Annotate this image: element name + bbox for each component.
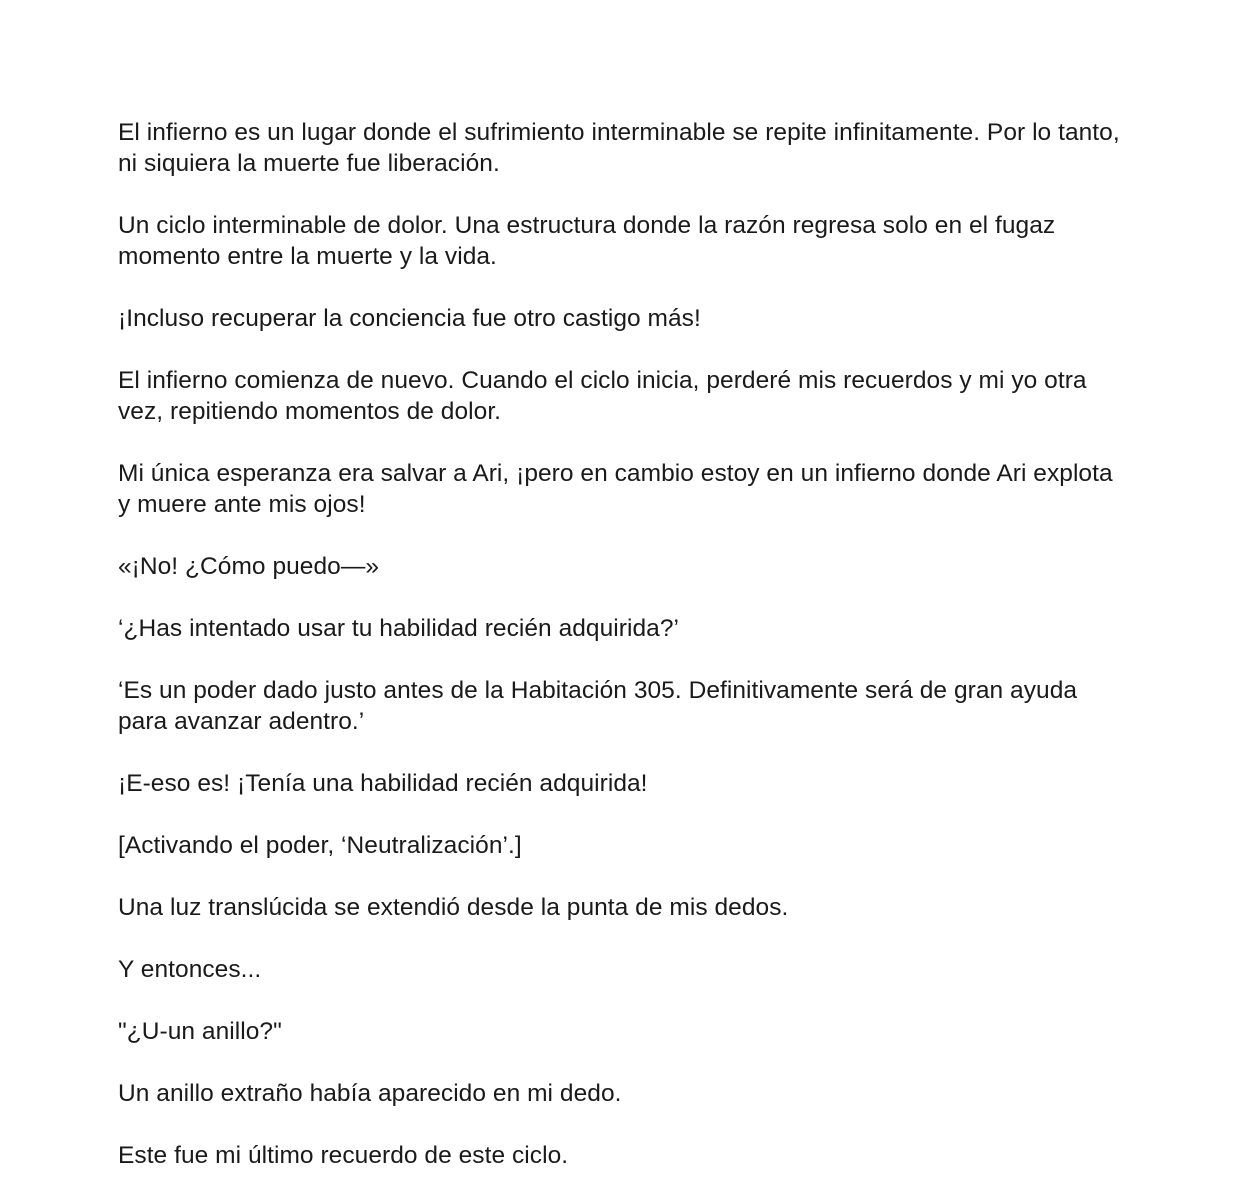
paragraph: Una luz translúcida se extendió desde la punta de mis dedos.: [118, 894, 789, 921]
paragraph: [Activando el poder, ‘Neutralización’.]: [118, 832, 522, 859]
paragraph: ¡E-eso es! ¡Tenía una habilidad recién adquirida!: [118, 770, 648, 797]
paragraph: "¿U-un anillo?": [118, 1018, 282, 1045]
paragraph: ‘¿Has intentado usar tu habilidad recién adquirida?’: [118, 615, 680, 642]
paragraph: Un ciclo interminable de dolor. Una estructura donde la razón regresa solo en el fugaz momento entre la muerte y la vida.: [118, 212, 1056, 270]
paragraph: El infierno es un lugar donde el sufrimiento interminable se repite infinitamente. Por lo tanto, ni siquiera la muerte fue liberación.: [118, 119, 1120, 177]
paragraph: «¡No! ¿Cómo puedo—»: [118, 553, 380, 580]
paragraph: Este fue mi último recuerdo de este ciclo.: [118, 1142, 569, 1169]
paragraph: Un anillo extraño había aparecido en mi dedo.: [118, 1080, 622, 1107]
paragraph: ‘Es un poder dado justo antes de la Habitación 305. Definitivamente será de gran ayuda para avanzar adentro.’: [118, 677, 1078, 735]
paragraph: El infierno comienza de nuevo. Cuando el ciclo inicia, perderé mis recuerdos y mi yo otra vez, repitiendo momentos de dolor.: [118, 367, 1087, 425]
paragraph: ¡Incluso recuperar la conciencia fue otro castigo más!: [118, 305, 701, 332]
document-body: [118, 117, 1128, 1171]
paragraph: Y entonces...: [118, 956, 262, 983]
paragraph: Mi única esperanza era salvar a Ari, ¡pero en cambio estoy en un infierno donde Ari explota y muere ante mis ojos!: [118, 460, 1113, 518]
